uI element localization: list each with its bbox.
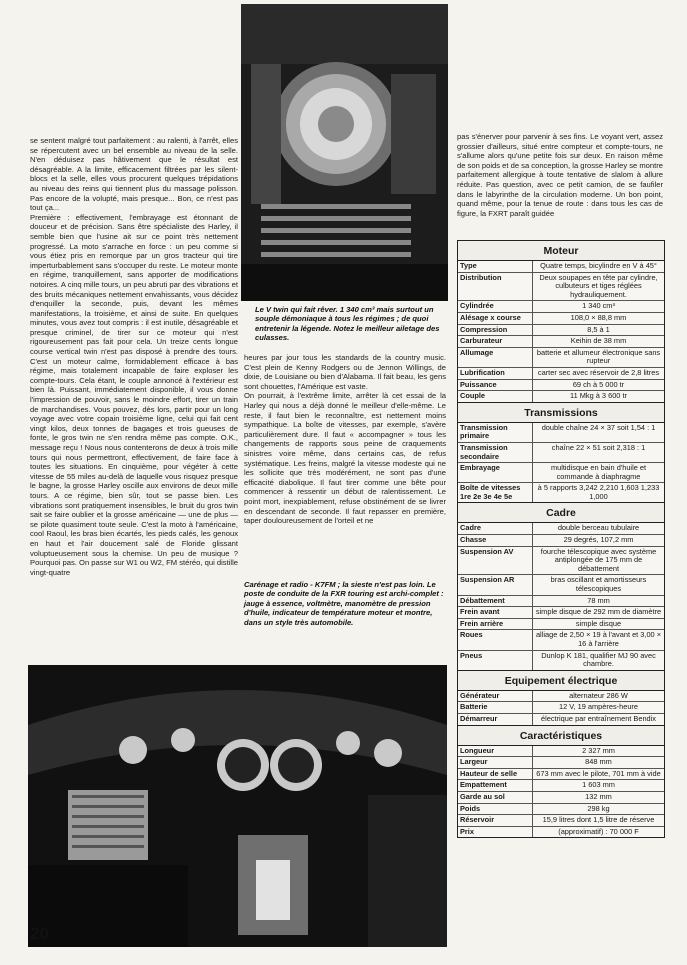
spec-value: 673 mm avec le pilote, 701 mm à vide — [536, 768, 661, 778]
spec-label: Débattement — [458, 596, 533, 607]
spec-row — [458, 325, 664, 337]
spec-label: Batterie — [458, 702, 533, 713]
spec-label: Suspension AR — [458, 575, 533, 594]
spec-row — [458, 380, 664, 392]
spec-value: 69 ch à 5 000 tr — [572, 379, 625, 389]
spec-value: double chaîne 24 × 37 soit 1,54 : 1 — [541, 422, 656, 432]
spec-value: Keihin de 38 mm — [570, 336, 627, 346]
page-number: 20 — [30, 924, 49, 943]
spec-label: Frein avant — [458, 607, 533, 618]
spec-row — [458, 273, 664, 302]
spec-label: Générateur — [458, 691, 533, 702]
spec-row — [458, 651, 664, 670]
spec-label: Couple — [458, 391, 533, 402]
spec-label: Puissance — [458, 380, 533, 391]
spec-label: Réservoir — [458, 815, 533, 826]
spec-label: Lubrification — [458, 368, 533, 379]
spec-value: 8,5 à 1 — [587, 324, 610, 334]
spec-value: simple disque — [575, 618, 622, 628]
spec-row — [458, 827, 664, 838]
spec-section — [458, 402, 664, 503]
spec-row — [458, 261, 664, 273]
spec-row — [458, 702, 664, 714]
spec-label: Carburateur — [458, 336, 533, 347]
spec-row — [458, 575, 664, 595]
spec-label: Pneus — [458, 651, 533, 670]
spec-section-title: Equipement électrique — [458, 670, 664, 691]
spec-label: Prix — [458, 827, 533, 838]
spec-row — [458, 792, 664, 804]
spec-row — [458, 443, 664, 463]
spec-value: 12 V, 19 ampères-heure — [558, 702, 639, 712]
spec-row — [458, 523, 664, 535]
caption-engine-text: Le V twin qui fait rêver. 1 340 cm³ mais surtout un souple démoniaque à tous les régimes ; de quoi entretenir la légende. Notez le meilleur ailetage des culasses. — [255, 305, 440, 343]
spec-value: batterie et allumeur électronique sans rupteur — [536, 347, 661, 366]
spec-label: Allumage — [458, 348, 533, 367]
spec-row — [458, 815, 664, 827]
spec-section-title: Cadre — [458, 502, 664, 523]
spec-label: Longueur — [458, 746, 533, 757]
spec-row — [458, 780, 664, 792]
spec-section-title: Transmissions — [458, 402, 664, 423]
caption-dashboard — [244, 580, 449, 627]
article-column-3 — [457, 132, 663, 218]
spec-value: 298 kg — [587, 803, 610, 813]
spec-label: Compression — [458, 325, 533, 336]
spec-value: 1 340 cm³ — [582, 301, 615, 311]
spec-label: Chasse — [458, 535, 533, 546]
spec-label: Cadre — [458, 523, 533, 534]
spec-label: Hauteur de selle — [458, 769, 533, 780]
spec-row — [458, 348, 664, 368]
spec-section — [458, 670, 664, 725]
spec-value: simple disque de 292 mm de diamètre — [535, 607, 662, 617]
spec-row — [458, 313, 664, 325]
spec-row — [458, 423, 664, 443]
spec-row — [458, 547, 664, 576]
spec-label: Démarreur — [458, 714, 533, 725]
spec-row — [458, 619, 664, 631]
spec-value: Dunlop K 181, qualifier MJ 90 avec chambre. — [541, 650, 656, 669]
engine-photo — [241, 4, 448, 301]
spec-label: Distribution — [458, 273, 533, 301]
spec-row — [458, 368, 664, 380]
article-column-2 — [244, 353, 446, 526]
caption-dashboard-text: Carénage et radio - K7FM ; la sieste n'est pas loin. Le poste de conduite de la FXR touring est archi-complet : jauge à essence, voltmètre, manomètre de pression d'huile, indicateur de température moteur et montre, dans un style très automobile. — [244, 580, 444, 627]
spec-label: Transmission secondaire — [458, 443, 533, 462]
caption-engine — [255, 305, 445, 343]
spec-label: Poids — [458, 804, 533, 815]
spec-value: chaîne 22 × 51 soit 2,318 : 1 — [551, 442, 646, 452]
col1-paragraph-1: se sentent malgré tout parfaitement : au ralenti, à l'arrêt, elles se répercutent avec un bel ensemble au niveau de la selle. N'en déduisez pas hâtivement que le résultat est désagréable. A la limite, efficacement filtrées par les silent-blocs et la selle, elles vous procurent quelques trépidations au niveau des reins qui tiennent plus du massage polisson. Pas encore de la volupté, mais presque... Bon, ce n'est pas tout ça... — [30, 136, 238, 213]
spec-row — [458, 336, 664, 348]
spec-row — [458, 596, 664, 608]
spec-value: multidisque en bain d'huile et commande à diaphragme — [550, 463, 647, 481]
spec-row — [458, 391, 664, 402]
spec-row — [458, 607, 664, 619]
dashboard-photo — [28, 665, 447, 947]
spec-value: 78 mm — [587, 595, 610, 605]
spec-row — [458, 463, 664, 483]
spec-section-title: Caractéristiques — [458, 725, 664, 746]
spec-value: Quatre temps, bicylindre en V à 45° — [540, 261, 657, 270]
spec-row — [458, 483, 664, 502]
spec-section — [458, 725, 664, 838]
spec-row — [458, 630, 664, 650]
spec-label: Alésage x course — [458, 313, 533, 324]
col2-paragraph-1: heures par jour tous les standards de la country music. C'est plein de Kenny Rodgers ou de Jennon Willings, de dixie, de Louisiane ou bien d'Alabama. Il fait beau, les gens sont chouettes, l'Amérique est vaste. — [244, 353, 446, 391]
col2-paragraph-2: On pourrait, à l'extrême limite, arrêter là cet essai de la Harley qui nous a déjà donné le meilleur d'elle-même. Le reste, il faut bien le reconnaître, est nettement moins sympathique. La boîte de vitesses, par exemple, s'avère particulièrement dure. Il faut « accompagner » tous les changements de rapports sous peine de craquements sinistres voire même, dans certains cas, de refus systématique. Les freins, malgré la vitesse modeste qui ne les sollicite que très modérément, ne sont pas d'une efficacité diabolique. Il faut tirer comme une bête pour commencer à ressentir un début de ralentissement. Le point mort, inexpiablement, refuse obstinément de se livrer en descendant de seconde. Il faut repasser en première, taper douloureusement de l'orteil et ne — [244, 391, 446, 526]
spec-row — [458, 804, 664, 816]
spec-label: Suspension AV — [458, 547, 533, 575]
spec-value: 108,0 × 88,8 mm — [570, 312, 627, 322]
spec-row — [458, 301, 664, 313]
spec-section-title: Moteur — [458, 241, 664, 261]
spec-label: Largeur — [458, 757, 533, 768]
col3-paragraph-1: pas s'énerver pour parvenir à ses fins. Le voyant vert, assez grossier d'ailleurs, situé entre compteur et compte-tours, ne s'allume alors qu'une petite fois sur deux. En raison même de son poids et de sa conception, la grosse Harley se montre parfaitement allergique à toute tentative de slalom à allure réduite. Pas question, avec ce petit camion, de se faufiler dans le labyrinthe de la circulation moderne. Un bon point, quand même, pour la tenue de route : dans tous les cas de figure, la FXRT paraît guidée — [457, 132, 663, 218]
spec-value: fourche télescopique avec système antiplongée de 175 mm de débattement — [540, 546, 657, 573]
spec-label: Cylindrée — [458, 301, 533, 312]
spec-value: bras oscillant et amortisseurs télescopiques — [550, 575, 647, 594]
spec-value: carter sec avec réservoir de 2,8 litres — [537, 367, 660, 377]
spec-value: 848 mm — [585, 757, 612, 767]
spec-value: double berceau tubulaire — [557, 523, 640, 533]
spec-label: Embrayage — [458, 463, 533, 482]
spec-row — [458, 769, 664, 781]
spec-row — [458, 757, 664, 769]
col1-paragraph-2: Première : effectivement, l'embrayage est étonnant de douceur et de précision. Sans être spécialiste des Harley, il semble bien que l'usine ait sur ce point très nettement progressé. La moto s'arrache en force : un peu comme si vous étiez pris en remorque par un gros tracteur qui tire imperturbablement sans s'occuper du reste. Le moteur monte en régime, tranquillement, sans apporter de modifications notoires. A cinq mille tours, un peu abruti par des vibrations et des bruits mécaniques nettement envahissants, vous décidez d'enquiller la seconde, puis, devant les mêmes manifestations, la troisième, et ainsi de suite. En quelques minutes, vous avez tout compris : il est inutile, désagréable et presque criminel, de tirer sur ce moteur qui n'est rigoureusement pas fait pour cela. Un treize cents longue course vertical twin n'est pas disposé à prendre des tours. C'est un moteur calme, formidablement efficace à bas régime, mais totalement incapable de faire exploser les compte-tours. Cela étant, le couple annoncé à l'extérieur est bien là. Puissant, immédiatement disponible, il vous donne l'impression de pouvoir, sans le moindre effort, tirer un train de marchandises. Vous pouvez, dès lors, partir pour un long voyage avec votre copain troisième ligne, celui qui fait cent vingt kilos, deux tonnes de bagages et trois gueuses de fonte, le gros twin ne s'en rendra même pas compte. O.K., message reçu ! Nous nous contenterons de deux à trois mille tours qui nous permettront, effectivement, de faire face à toutes les situations. En cinquième, pour végéter à cette vitesse de 55 miles au-delà de laquelle vous risquez presque le bagne, la grosse Harley oscille aux environs de deux mille tours. A ce régime, bien sûr, tout se passe bien. Les vibrations sont pratiquement insensibles, le bruit du gros twin sait se faire oublier et la grosse américaine — une de plus — se pilote quasiment toute seule. C'est la moto à l'américaine, cool Raoul, les bras bien écartés, les pieds calés, les genoux en haut et l'air doucement salé de Floride glissant voluptueusement sous la chemise. Un peu de musique ? Pourquoi pas. On passe sur W1 ou W2, FM stéréo, qui distille vingt-quatre — [30, 212, 238, 577]
spec-table — [457, 240, 665, 838]
spec-value: alliage de 2,50 × 19 à l'avant et 3,00 × 16 à l'arrière — [535, 630, 662, 648]
spec-label: Type — [458, 261, 533, 272]
spec-label: Roues — [458, 630, 533, 649]
article-column-1 — [30, 136, 238, 577]
spec-row — [458, 746, 664, 758]
spec-row — [458, 691, 664, 703]
spec-value: 11 Mkg à 3 600 tr — [570, 391, 627, 401]
spec-label: Transmission primaire — [458, 423, 533, 442]
spec-value: alternateur 286 W — [569, 690, 628, 700]
spec-row — [458, 535, 664, 547]
spec-label: Frein arrière — [458, 619, 533, 630]
spec-label: Garde au sol — [458, 792, 533, 803]
spec-label: Empattement — [458, 780, 533, 791]
spec-value: 15,9 litres dont 1,5 litre de réserve — [542, 815, 655, 825]
spec-value: (approximatif) : 70 000 F — [558, 826, 639, 836]
spec-value: 29 degrés, 107,2 mm — [563, 535, 634, 545]
spec-value: 2 327 mm — [582, 745, 615, 755]
spec-value: à 5 rapports 3,242 2,210 1,603 1,233 1,000 — [537, 483, 660, 501]
spec-row — [458, 714, 664, 725]
spec-value: Deux soupapes en tête par cylindre, culbuteurs et tiges réglées hydrauliquement. — [539, 272, 658, 299]
spec-section — [458, 502, 664, 669]
spec-value: 132 mm — [585, 791, 612, 801]
spec-value: 1 603 mm — [582, 780, 615, 790]
spec-label: Boîte de vitesses 1re 2e 3e 4e 5e — [458, 483, 533, 502]
spec-section — [458, 241, 664, 402]
spec-value: électrique par entraînement Bendix — [540, 713, 657, 723]
